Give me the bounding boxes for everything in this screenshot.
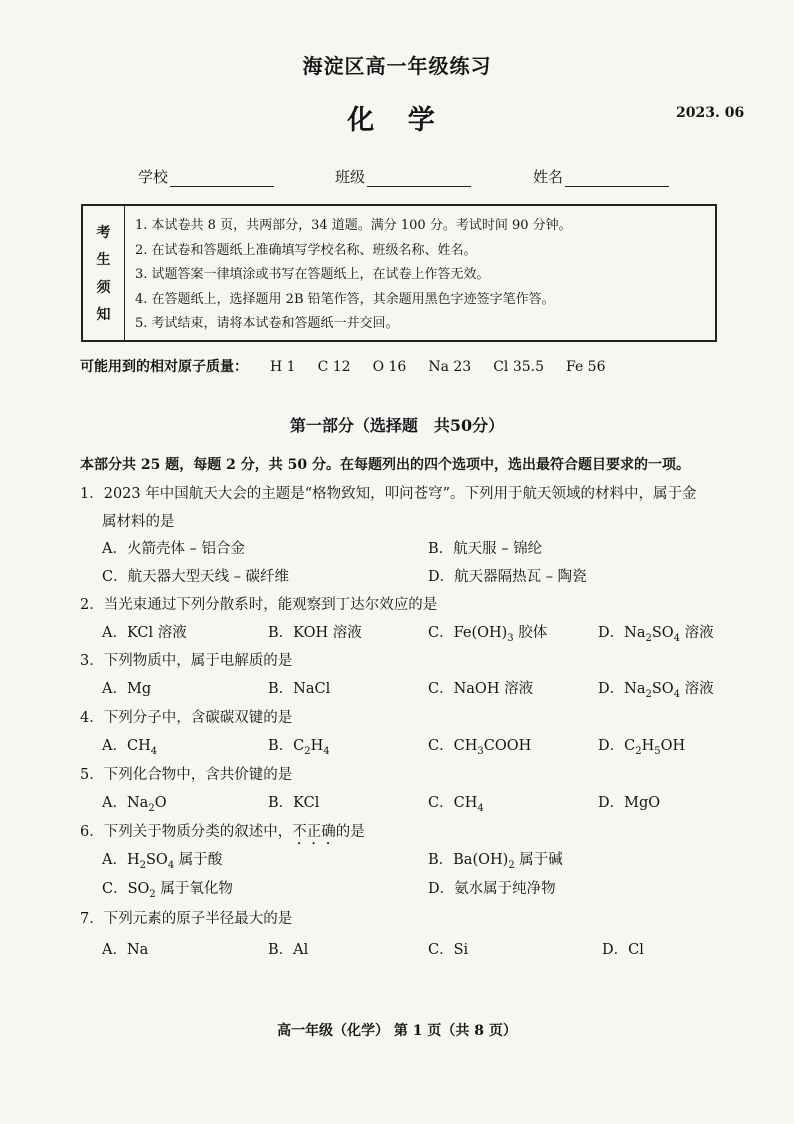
question-1-option-a[interactable]: A．火箭壳体 – 铝合金 — [102, 541, 245, 557]
question-1-option-b[interactable]: B．航天服 – 锦纶 — [428, 541, 543, 557]
notice-label-char: 知 — [96, 307, 111, 324]
formula-subscript: 5 — [654, 745, 661, 757]
question-3-stem: 3．下列物质中，属于电解质的是 — [80, 653, 293, 669]
question-3-option-d[interactable] — [598, 677, 714, 700]
question-2-stem: 2．当光束通过下列分散系时，能观察到丁达尔效应的是 — [80, 597, 438, 613]
formula-subscript: 2 — [304, 745, 311, 757]
question-6-stem-pre: 6．下列关于物质分类的叙述中， — [80, 824, 293, 840]
question-6-option-d[interactable]: D．氨水属于纯净物 — [428, 881, 556, 897]
atomic-mass: Na 23 — [428, 359, 472, 375]
question-7-option-c[interactable]: C．Si — [428, 942, 469, 958]
page-footer: 高一年级（化学） 第 1 页（共 8 页） — [277, 1023, 517, 1039]
formula-text: C．CH — [428, 795, 478, 811]
question-5-option-d[interactable]: D．MgO — [598, 795, 661, 811]
formula-text: D．C — [598, 738, 636, 754]
formula-subscript: 3 — [477, 745, 484, 757]
formula-text: OH — [660, 738, 686, 754]
question-7-stem: 7．下列元素的原子半径最大的是 — [80, 911, 293, 927]
question-5-option-a[interactable] — [102, 791, 167, 814]
formula-text: 属于碱 — [514, 852, 563, 868]
question-4-option-d[interactable] — [598, 734, 685, 757]
formula-subscript: 4 — [673, 632, 681, 644]
school-label: 学校 — [138, 168, 169, 186]
formula-subscript: 4 — [673, 688, 681, 700]
question-6-option-c[interactable] — [102, 877, 233, 900]
formula-text: 胶体 — [513, 625, 548, 641]
class-label: 班级 — [335, 168, 366, 186]
question-5-stem: 5．下列化合物中，含共价键的是 — [80, 767, 293, 783]
formula-subscript: 4 — [150, 745, 158, 757]
name-label: 姓名 — [533, 168, 564, 186]
formula-text: SO — [651, 681, 674, 697]
notice-item: 2. 在试卷和答题纸上准确填写学校名称、班级名称、姓名。 — [135, 242, 477, 258]
formula-text: 属于氧化物 — [155, 881, 233, 897]
formula-text: 溶液 — [680, 681, 714, 697]
formula-text: A．H — [102, 852, 140, 868]
section-title: 第一部分（选择题 共50分） — [289, 416, 505, 435]
question-3-option-c[interactable]: C．NaOH 溶液 — [428, 681, 534, 697]
notice-item: 4. 在答题纸上，选择题用 2B 铅笔作答，其余题用黑色字迹签字笔作答。 — [135, 291, 555, 307]
formula-text: C．SO — [102, 881, 150, 897]
formula-subscript: 3 — [507, 632, 514, 644]
name-field[interactable] — [533, 166, 669, 187]
student-info-row — [138, 166, 678, 188]
question-4-option-c[interactable] — [428, 734, 531, 757]
formula-text: SO — [651, 625, 674, 641]
formula-text: D．Na — [598, 681, 646, 697]
question-2-option-d[interactable] — [598, 621, 714, 644]
question-5-option-b[interactable]: B．KCl — [268, 795, 320, 811]
notice-items — [135, 214, 707, 337]
formula-subscript: 4 — [167, 859, 175, 871]
formula-subscript: 2 — [508, 859, 515, 871]
school-field[interactable] — [138, 166, 274, 187]
question-1-stem-cont: 属材料的是 — [102, 514, 175, 530]
question-7-option-d[interactable]: D．Cl — [602, 942, 644, 958]
formula-text: O — [154, 795, 167, 811]
atomic-masses-label: 可能用到的相对原子质量： — [80, 359, 248, 375]
notice-label-char: 考 — [96, 224, 111, 241]
question-2-option-b[interactable]: B．KOH 溶液 — [268, 625, 362, 641]
question-6-option-a[interactable] — [102, 848, 222, 871]
exam-title: 海淀区高一年级练习 — [302, 54, 492, 78]
question-5-option-c[interactable] — [428, 791, 484, 814]
notice-item: 3. 试题答案一律填涂或书写在答题纸上，在试卷上作答无效。 — [135, 267, 490, 282]
formula-text: 属于酸 — [174, 852, 223, 868]
formula-subscript: 2 — [645, 632, 652, 644]
formula-text: A．Na — [102, 795, 149, 811]
question-4-option-a[interactable] — [102, 734, 157, 757]
notice-item: 1. 本试卷共 8 页，共两部分，34 道题。满分 100 分。考试时间 90 分钟。 — [135, 218, 572, 233]
formula-subscript: 2 — [148, 802, 155, 814]
formula-text: 溶液 — [680, 625, 714, 641]
class-blank[interactable] — [367, 170, 471, 187]
atomic-mass: Cl 35.5 — [493, 359, 544, 375]
formula-subscript: 2 — [149, 888, 156, 900]
formula-text: C．Fe(OH) — [428, 625, 508, 641]
formula-text: B．C — [268, 738, 305, 754]
formula-subscript: 2 — [139, 859, 146, 871]
question-4-option-b[interactable] — [268, 734, 330, 757]
formula-text: C．CH — [428, 738, 478, 754]
question-6-stem-post: 的是 — [335, 824, 365, 840]
question-4-stem: 4．下列分子中，含碳碳双键的是 — [80, 710, 293, 726]
atomic-mass: H 1 — [270, 359, 296, 375]
question-6-stem — [80, 820, 365, 848]
formula-subscript: 2 — [635, 745, 642, 757]
question-7-option-a[interactable]: A．Na — [102, 942, 149, 958]
notice-label-char: 生 — [96, 252, 111, 269]
formula-text: SO — [146, 852, 168, 868]
formula-text: B．Ba(OH) — [428, 852, 509, 868]
class-field[interactable] — [335, 166, 471, 187]
atomic-mass: C 12 — [317, 359, 351, 375]
atomic-masses — [80, 356, 606, 376]
question-6-stem-emphasis: 不正确 — [292, 824, 336, 840]
question-2-option-c[interactable] — [428, 621, 547, 644]
question-3-option-a[interactable]: A．Mg — [102, 681, 152, 697]
subject-title: 化 学 — [347, 105, 447, 136]
notice-item: 5. 考试结束，请将本试卷和答题纸一并交回。 — [135, 316, 399, 331]
formula-subscript: 4 — [477, 802, 484, 814]
atomic-mass: O 16 — [372, 359, 407, 375]
notice-label-char: 须 — [96, 279, 111, 296]
atomic-mass: Fe 56 — [566, 359, 606, 375]
question-7-option-b[interactable]: B．Al — [268, 942, 309, 958]
formula-text: H — [310, 738, 324, 754]
formula-text: A．CH — [102, 738, 151, 754]
formula-text: H — [641, 738, 655, 754]
exam-date: 2023. 06 — [676, 105, 745, 121]
question-3-option-b[interactable]: B．NaCl — [268, 681, 331, 697]
formula-subscript: 2 — [645, 688, 652, 700]
exam-notice-box — [81, 204, 717, 342]
formula-subscript: 4 — [323, 745, 330, 757]
section-instruction: 本部分共 25 题，每题 2 分，共 50 分。在每题列出的四个选项中，选出最符合题目要求的一项。 — [80, 457, 690, 473]
question-1-stem: 1．2023 年中国航天大会的主题是“格物致知，叩问苍穹”。下列用于航天领域的材料中，属于金 — [80, 486, 697, 502]
question-2-option-a[interactable]: A．KCl 溶液 — [102, 625, 187, 641]
notice-label — [83, 206, 125, 340]
formula-text: D．Na — [598, 625, 646, 641]
school-blank[interactable] — [170, 170, 274, 187]
question-1-option-d[interactable]: D．航天器隔热瓦 – 陶瓷 — [428, 569, 587, 585]
question-6-option-b[interactable] — [428, 848, 563, 871]
formula-text: COOH — [483, 738, 532, 754]
name-blank[interactable] — [565, 170, 669, 187]
question-1-option-c[interactable]: C．航天器大型天线 – 碳纤维 — [102, 569, 290, 585]
